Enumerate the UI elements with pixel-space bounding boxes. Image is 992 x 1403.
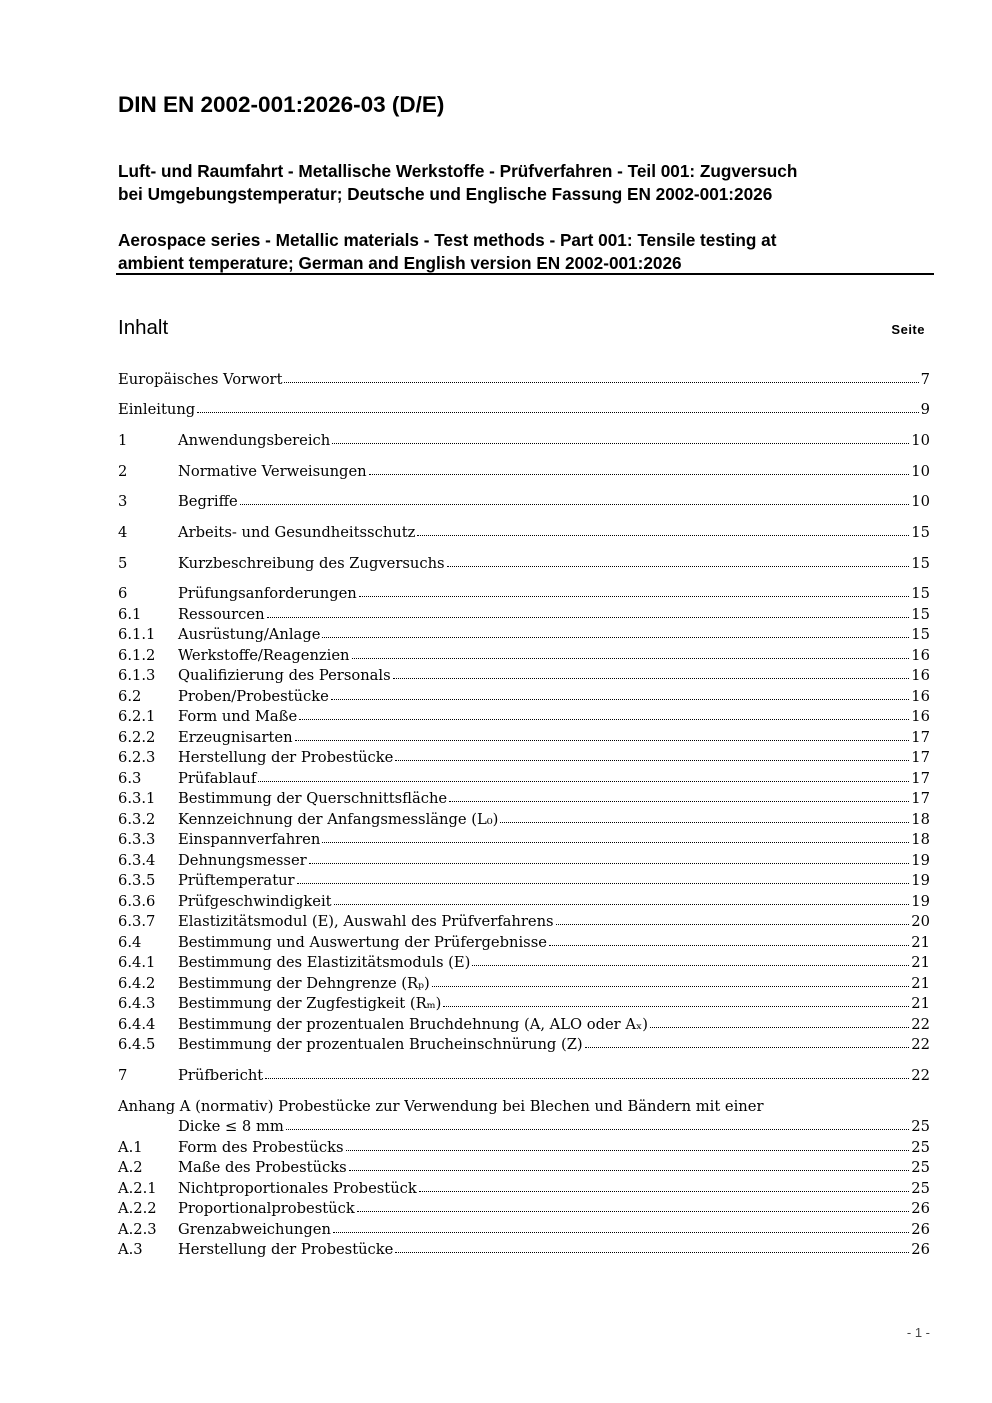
- dot-leader: [240, 504, 910, 505]
- dot-leader: [349, 1170, 910, 1171]
- dot-leader: [334, 904, 910, 905]
- toc-entry-page: 16: [911, 647, 930, 664]
- toc-entry-title: Proben/Probestücke: [178, 688, 329, 705]
- dot-leader: [359, 596, 910, 597]
- annex-entry[interactable]: [118, 1179, 930, 1201]
- toc-entry-page: 15: [911, 585, 930, 602]
- toc-entry-title: Herstellung der Probestücke: [178, 749, 394, 766]
- toc-entry-page: 10: [911, 463, 930, 480]
- annex-entry-page: 25: [911, 1139, 930, 1156]
- toc-entry[interactable]: [118, 666, 930, 688]
- toc-entry-number: 6.2.1: [118, 708, 156, 725]
- toc-entry-title: Bestimmung der prozentualen Bruchdehnung (A, ALO oder Aₓ): [178, 1016, 648, 1033]
- toc-entry-title: Bestimmung der Querschnittsfläche: [178, 790, 448, 807]
- toc-entry-page: 15: [911, 524, 930, 541]
- dot-leader: [585, 1047, 910, 1048]
- toc-entry[interactable]: [118, 769, 930, 791]
- toc-entry-number: 3: [118, 493, 128, 510]
- footer-page-number: - 1 -: [906, 1325, 930, 1340]
- toc-entry[interactable]: [118, 892, 930, 914]
- toc-entry-number: 6.3.7: [118, 913, 156, 930]
- annex-entry-page: 25: [911, 1180, 930, 1197]
- dot-leader: [447, 566, 910, 567]
- annex-entry-page: 25: [911, 1159, 930, 1176]
- toc-entry-title: Ressourcen: [178, 606, 265, 623]
- toc-entry-number: 1: [118, 432, 128, 449]
- toc-entry-page: 22: [911, 1067, 930, 1084]
- toc-entry-number: 6.4.2: [118, 975, 156, 992]
- toc-entry[interactable]: [118, 554, 930, 576]
- toc-entry[interactable]: [118, 492, 930, 514]
- dot-leader: [472, 965, 909, 966]
- toc-entry-title: Elastizitätsmodul (E), Auswahl des Prüfverfahrens: [178, 913, 554, 930]
- toc-entry-title: Qualifizierung des Personals: [178, 667, 391, 684]
- dot-leader: [258, 781, 909, 782]
- dot-leader: [395, 1252, 909, 1253]
- dot-leader: [549, 945, 909, 946]
- toc-entry-number: 6.4: [118, 934, 142, 951]
- toc-entry-title: Bestimmung der prozentualen Brucheinschnürung (Z): [178, 1036, 583, 1053]
- annex-entry-page: 26: [911, 1200, 930, 1217]
- toc-entry-number: 6.4.4: [118, 1016, 156, 1033]
- toc-entry-page: 16: [911, 667, 930, 684]
- toc-entry[interactable]: [118, 871, 930, 893]
- toc-entry[interactable]: [118, 1066, 930, 1088]
- annex-entry-number: A.1: [118, 1139, 143, 1156]
- toc-entry-page: 17: [911, 790, 930, 807]
- toc-entry-number: 6.1: [118, 606, 142, 623]
- annex-entry-title: Form des Probestücks: [178, 1139, 344, 1156]
- document-id: DIN EN 2002-001:2026-03 (D/E): [118, 92, 445, 117]
- toc-entry-title: Prüfgeschwindigkeit: [178, 893, 332, 910]
- toc-entry[interactable]: [118, 953, 930, 975]
- toc-entry[interactable]: [118, 370, 930, 392]
- title-german: [118, 160, 797, 206]
- annex-a-page: 25: [911, 1118, 930, 1135]
- dot-leader: [346, 1150, 910, 1151]
- toc-entry-number: 6.2: [118, 688, 142, 705]
- toc-entry[interactable]: [118, 687, 930, 709]
- annex-entry-page: 26: [911, 1221, 930, 1238]
- toc-entry-title: Europäisches Vorwort: [118, 371, 283, 388]
- toc-entry-title: Kennzeichnung der Anfangsmesslänge (L₀): [178, 811, 499, 828]
- toc-entry-number: 4: [118, 524, 128, 541]
- annex-a-heading[interactable]: Anhang A (normativ) Probestücke zur Verwendung bei Blechen und Bändern mit einer: [118, 1098, 764, 1115]
- toc-entry[interactable]: [118, 584, 930, 606]
- toc-entry-page: 21: [911, 975, 930, 992]
- toc-entry-page: 10: [911, 432, 930, 449]
- annex-entry-page: 26: [911, 1241, 930, 1258]
- toc-entry-title: Kurzbeschreibung des Zugversuchs: [178, 555, 445, 572]
- annex-entry[interactable]: [118, 1138, 930, 1160]
- dot-leader: [299, 719, 909, 720]
- toc-entry[interactable]: [118, 830, 930, 852]
- toc-entry[interactable]: [118, 707, 930, 729]
- page-column-label: Seite: [891, 322, 925, 337]
- toc-entry[interactable]: [118, 625, 930, 647]
- toc-entry-title: Arbeits- und Gesundheitsschutz: [178, 524, 416, 541]
- toc-entry-title: Werkstoffe/Reagenzien: [178, 647, 350, 664]
- toc-entry-page: 16: [911, 708, 930, 725]
- dot-leader: [332, 443, 909, 444]
- toc-entry-number: 6.3: [118, 770, 142, 787]
- annex-entry-title: Maße des Probestücks: [178, 1159, 347, 1176]
- toc-entry-number: 6.3.3: [118, 831, 156, 848]
- annex-entry-title: Herstellung der Probestücke: [178, 1241, 394, 1258]
- title-english: [118, 229, 776, 275]
- dot-leader: [267, 617, 910, 618]
- toc-entry[interactable]: [118, 462, 930, 484]
- toc-entry-number: 6.1.3: [118, 667, 156, 684]
- annex-entry-number: A.2: [118, 1159, 143, 1176]
- toc-entry[interactable]: [118, 974, 930, 996]
- toc-entry-number: 6.3.2: [118, 811, 156, 828]
- dot-leader: [556, 924, 910, 925]
- dot-leader: [393, 678, 910, 679]
- annex-entry-number: A.2.3: [118, 1221, 157, 1238]
- toc-heading: Inhalt: [118, 316, 169, 339]
- toc-entry-page: 18: [911, 811, 930, 828]
- toc-entry-page: 17: [911, 770, 930, 787]
- dot-leader: [284, 382, 918, 383]
- annex-a-heading-continuation[interactable]: [178, 1117, 930, 1139]
- dot-leader: [417, 535, 909, 536]
- toc-entry-title: Dehnungsmesser: [178, 852, 307, 869]
- toc-entry-number: 6.1.1: [118, 626, 156, 643]
- dot-leader: [297, 883, 910, 884]
- toc-entry-page: 9: [920, 401, 930, 418]
- dot-leader: [265, 1078, 909, 1079]
- toc-entry-title: Prüfbericht: [178, 1067, 264, 1084]
- dot-leader: [500, 822, 909, 823]
- dot-leader: [286, 1129, 909, 1130]
- title-german-line-2: bei Umgebungstemperatur; Deutsche und Englische Fassung EN 2002-001:2026: [118, 184, 773, 204]
- dot-leader: [333, 1232, 909, 1233]
- toc-entry-page: 15: [911, 555, 930, 572]
- annex-entry-title: Nichtproportionales Probestück: [178, 1180, 417, 1197]
- toc-entry-number: 2: [118, 463, 128, 480]
- toc-entry[interactable]: [118, 728, 930, 750]
- toc-entry-page: 21: [911, 934, 930, 951]
- toc-entry-number: 6.2.2: [118, 729, 156, 746]
- dot-leader: [357, 1211, 910, 1212]
- toc-entry-page: 22: [911, 1016, 930, 1033]
- toc-entry-title: Bestimmung des Elastizitätsmoduls (E): [178, 954, 471, 971]
- toc-entry-page: 17: [911, 729, 930, 746]
- toc-entry-number: 6.3.5: [118, 872, 156, 889]
- toc-entry-title: Bestimmung der Zugfestigkeit (Rₘ): [178, 995, 442, 1012]
- annex-entry[interactable]: [118, 1220, 930, 1242]
- toc-entry-number: 6: [118, 585, 128, 602]
- dot-leader: [443, 1006, 909, 1007]
- toc-entry[interactable]: [118, 1015, 930, 1037]
- toc-entry-number: 6.1.2: [118, 647, 156, 664]
- dot-leader: [395, 760, 909, 761]
- toc-entry-page: 21: [911, 995, 930, 1012]
- toc-entry-page: 10: [911, 493, 930, 510]
- toc-entry-title: Bestimmung und Auswertung der Prüfergebnisse: [178, 934, 547, 951]
- dot-leader: [419, 1191, 910, 1192]
- toc-entry-page: 15: [911, 626, 930, 643]
- annex-entry-number: A.2.2: [118, 1200, 157, 1217]
- dot-leader: [331, 699, 909, 700]
- title-german-line-1: Luft- und Raumfahrt - Metallische Werkstoffe - Prüfverfahren - Teil 001: Zugversuch: [118, 161, 798, 181]
- toc-entry-title: Erzeugnisarten: [178, 729, 293, 746]
- toc-entry-title: Form und Maße: [178, 708, 298, 725]
- toc-entry[interactable]: [118, 789, 930, 811]
- annex-a-heading-line-2: Dicke ≤ 8 mm: [178, 1118, 284, 1135]
- toc-entry-page: 19: [911, 872, 930, 889]
- dot-leader: [432, 986, 910, 987]
- toc-entry-page: 18: [911, 831, 930, 848]
- toc-entry[interactable]: [118, 994, 930, 1016]
- toc-entry-page: 21: [911, 954, 930, 971]
- toc-entry-title: Prüftemperatur: [178, 872, 295, 889]
- annex-entry[interactable]: [118, 1158, 930, 1180]
- toc-entry[interactable]: [118, 748, 930, 770]
- toc-entry-page: 7: [920, 371, 930, 388]
- toc-entry-title: Prüfablauf: [178, 770, 257, 787]
- toc-entry-page: 19: [911, 852, 930, 869]
- toc-entry-number: 6.4.5: [118, 1036, 156, 1053]
- title-english-line-2: ambient temperature; German and English version EN 2002-001:2026: [118, 253, 682, 273]
- toc-entry[interactable]: [118, 523, 930, 545]
- toc-entry[interactable]: [118, 646, 930, 668]
- title-divider: [116, 273, 934, 275]
- dot-leader: [322, 637, 909, 638]
- dot-leader: [197, 412, 918, 413]
- dot-leader: [295, 740, 910, 741]
- toc-entry-number: 6.3.6: [118, 893, 156, 910]
- toc-entry-page: 17: [911, 749, 930, 766]
- toc-entry-title: Ausrüstung/Anlage: [178, 626, 321, 643]
- dot-leader: [352, 658, 910, 659]
- toc-entry-number: 6.4.1: [118, 954, 156, 971]
- toc-entry-page: 20: [911, 913, 930, 930]
- toc-entry-title: Begriffe: [178, 493, 238, 510]
- dot-leader: [449, 801, 909, 802]
- toc-entry-number: 5: [118, 555, 128, 572]
- toc-entry-number: 7: [118, 1067, 128, 1084]
- toc-entry-page: 15: [911, 606, 930, 623]
- toc-entry-title: Einspannverfahren: [178, 831, 321, 848]
- toc-entry[interactable]: [118, 1035, 930, 1057]
- annex-entry-number: A.2.1: [118, 1180, 157, 1197]
- toc-entry-page: 16: [911, 688, 930, 705]
- toc-entry-title: Anwendungsbereich: [178, 432, 331, 449]
- dot-leader: [650, 1027, 909, 1028]
- annex-entry-title: Proportionalprobestück: [178, 1200, 355, 1217]
- toc-entry-number: 6.3.1: [118, 790, 156, 807]
- annex-entry[interactable]: [118, 1240, 930, 1262]
- toc-entry-page: 19: [911, 893, 930, 910]
- toc-entry-title: Bestimmung der Dehngrenze (Rₚ): [178, 975, 430, 992]
- toc-entry-number: 6.2.3: [118, 749, 156, 766]
- toc-entry[interactable]: [118, 605, 930, 627]
- toc-entry-title: Einleitung: [118, 401, 196, 418]
- toc-entry[interactable]: [118, 400, 930, 422]
- annex-entry-title: Grenzabweichungen: [178, 1221, 331, 1238]
- title-english-line-1: Aerospace series - Metallic materials - Test methods - Part 001: Tensile testing at: [118, 230, 777, 250]
- toc-entry-number: 6.3.4: [118, 852, 156, 869]
- toc-entry[interactable]: [118, 431, 930, 453]
- toc-entry-title: Normative Verweisungen: [178, 463, 367, 480]
- dot-leader: [369, 474, 910, 475]
- toc-entry[interactable]: [118, 810, 930, 832]
- annex-entry[interactable]: [118, 1199, 930, 1221]
- dot-leader: [322, 842, 909, 843]
- toc-entry[interactable]: [118, 851, 930, 873]
- dot-leader: [309, 863, 910, 864]
- toc-entry-page: 22: [911, 1036, 930, 1053]
- toc-entry-title: Prüfungsanforderungen: [178, 585, 357, 602]
- toc-entry[interactable]: [118, 912, 930, 934]
- toc-entry[interactable]: [118, 933, 930, 955]
- annex-entry-number: A.3: [118, 1241, 143, 1258]
- toc-entry-number: 6.4.3: [118, 995, 156, 1012]
